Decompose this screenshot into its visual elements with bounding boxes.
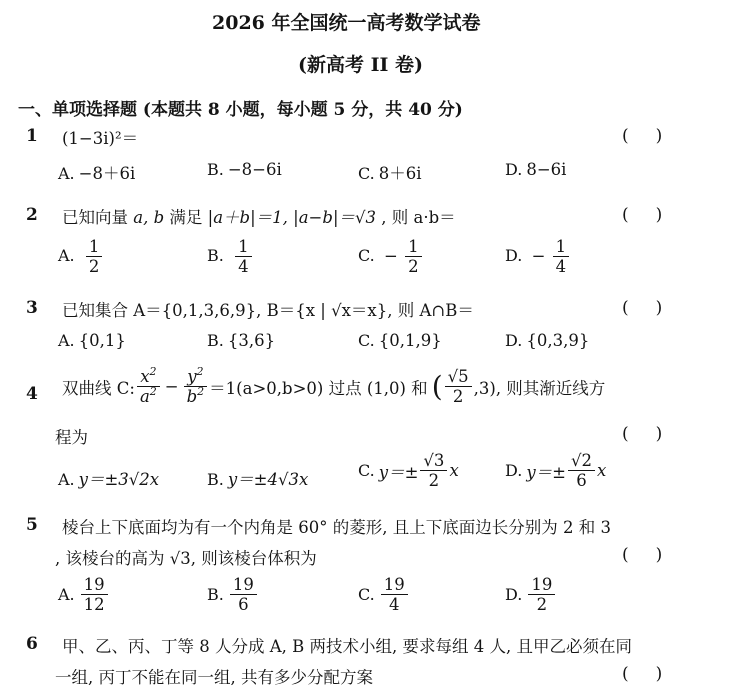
numerator: 19 <box>81 576 108 595</box>
stem-prefix: 双曲线 C: <box>62 378 135 398</box>
option-a[interactable] <box>58 331 126 350</box>
stem-tail: ,3), 则其渐近线方 <box>473 378 606 398</box>
numerator: 1 <box>553 238 570 257</box>
option-letter: B. <box>207 585 224 605</box>
option-letter: C. <box>358 461 375 481</box>
question-stem-line2: 程为 <box>55 428 88 447</box>
denominator: 6 <box>576 471 587 491</box>
option-letter: C. <box>358 331 375 350</box>
option-text: y＝±3√2x <box>78 470 160 489</box>
minus-sign: − <box>164 377 179 397</box>
numerator: √2 <box>568 452 595 471</box>
numerator: 19 <box>230 576 257 595</box>
denominator: 2 <box>428 471 440 491</box>
numerator: 1 <box>86 238 103 257</box>
answer-blank[interactable]: ( ) <box>622 545 663 565</box>
question-stem <box>62 204 456 228</box>
option-letter: D. <box>505 246 523 266</box>
page-subtitle: (新高考 II 卷) <box>298 54 423 76</box>
option-sign: − <box>384 246 398 266</box>
option-sign: − <box>531 246 546 266</box>
answer-blank[interactable]: ( ) <box>622 424 663 444</box>
question-number: 6 <box>26 634 38 654</box>
open-paren: ( <box>431 370 443 404</box>
option-text: 8−6i <box>526 160 567 179</box>
option-letter: B. <box>207 470 224 489</box>
option-post: x <box>449 461 459 481</box>
option-a[interactable] <box>58 160 135 184</box>
option-text: −8−6i <box>227 160 282 179</box>
option-text: {0,1,9} <box>378 331 442 350</box>
denominator: 6 <box>238 595 249 615</box>
option-a[interactable] <box>58 576 110 614</box>
fraction <box>235 238 252 276</box>
option-d[interactable] <box>505 238 571 276</box>
option-d[interactable] <box>505 331 589 350</box>
question-stem: (1−3i)²＝ <box>62 129 139 148</box>
option-letter: C. <box>358 164 375 183</box>
fraction <box>420 452 447 490</box>
fraction <box>230 576 257 614</box>
stem-prefix: 已知向量 <box>62 208 128 227</box>
option-letter: C. <box>358 585 375 605</box>
question-stem-line2: 一组, 丙丁不能在同一组, 共有多少分配方案 <box>55 668 373 687</box>
option-letter: A. <box>58 246 75 266</box>
option-d[interactable] <box>505 576 557 614</box>
question-number: 3 <box>26 298 38 318</box>
denominator: 2 <box>408 257 419 277</box>
numerator: √3 <box>420 452 447 471</box>
option-c[interactable] <box>358 452 459 490</box>
fraction-x2-a2: $\frac{x^2}{a^2}$ <box>137 368 160 406</box>
option-letter: D. <box>505 461 523 481</box>
stem-condition-2: |a−b|＝√3 <box>293 208 377 227</box>
question-stem <box>62 365 606 407</box>
option-letter: A. <box>58 470 75 489</box>
question-stem: 甲、乙、丙、丁等 8 人分成 A, B 两技术小组, 要求每组 4 人, 且甲乙必须在同 <box>62 637 632 656</box>
option-c[interactable] <box>358 576 410 614</box>
answer-blank[interactable]: ( ) <box>622 205 663 225</box>
option-b[interactable] <box>207 238 254 276</box>
fraction <box>405 238 422 276</box>
option-letter: A. <box>58 331 75 350</box>
denominator: 2 <box>452 387 464 407</box>
option-letter: A. <box>58 585 75 605</box>
option-text: −8＋6i <box>78 164 136 183</box>
stem-mid: 满足 <box>169 208 203 227</box>
option-c[interactable] <box>358 238 424 276</box>
question-number: 1 <box>26 126 38 146</box>
option-text: y＝±4√3x <box>227 470 309 489</box>
fraction <box>381 576 408 614</box>
question-stem: 已知集合 A＝{0,1,3,6,9}, B＝{x | √x＝x}, 则 A∩B＝ <box>62 301 474 320</box>
denominator: 12 <box>83 595 105 615</box>
option-c[interactable] <box>358 331 442 350</box>
option-b[interactable] <box>207 160 282 179</box>
question-number: 4 <box>26 384 38 404</box>
page-title: 2026 年全国统一高考数学试卷 <box>212 12 481 34</box>
fraction <box>81 576 108 614</box>
option-d[interactable] <box>505 160 566 179</box>
stem-equation: ＝1(a>0,b>0) 过点 (1,0) 和 <box>209 378 428 398</box>
option-a[interactable] <box>58 238 104 276</box>
option-text: 8＋6i <box>378 164 422 183</box>
option-c[interactable] <box>358 160 422 184</box>
answer-blank[interactable]: ( ) <box>622 664 663 684</box>
option-letter: D. <box>505 585 523 605</box>
option-letter: C. <box>358 246 375 266</box>
question-number: 5 <box>26 515 38 535</box>
option-a[interactable] <box>58 466 159 490</box>
denominator: 2 <box>88 257 100 277</box>
stem-end: , 则 a·b＝ <box>381 208 456 227</box>
question-stem: 棱台上下底面均为有一个内角是 60° 的菱形, 且上下底面边长分别为 2 和 3 <box>62 518 611 537</box>
option-b[interactable] <box>207 331 275 350</box>
option-letter: A. <box>58 164 75 183</box>
option-letter: B. <box>207 331 224 350</box>
section-heading: 一、单项选择题 (本题共 8 小题，每小题 5 分，共 40 分) <box>18 100 463 120</box>
point-fraction <box>445 368 472 406</box>
fraction <box>528 576 555 614</box>
question-stem-line2: , 该棱台的高为 √3, 则该棱台体积为 <box>55 549 317 568</box>
option-pre: y＝± <box>378 462 419 482</box>
option-b[interactable] <box>207 466 308 490</box>
option-text: {3,6} <box>227 331 276 350</box>
fraction <box>553 238 570 276</box>
denominator: 4 <box>238 257 249 277</box>
option-letter: D. <box>505 331 523 350</box>
denominator: 2 <box>536 595 548 615</box>
denominator: 4 <box>555 257 567 277</box>
option-pre: y＝± <box>526 462 566 482</box>
option-d[interactable] <box>505 452 606 490</box>
fraction <box>86 238 103 276</box>
option-text: {0,1} <box>78 331 126 350</box>
fraction-y2-b2: $\frac{y^2}{b^2}$ <box>184 368 208 406</box>
numerator: √5 <box>445 368 472 387</box>
question-number: 2 <box>26 205 38 225</box>
numerator: 1 <box>235 238 252 257</box>
numerator: 19 <box>381 576 408 595</box>
fraction <box>568 452 595 490</box>
option-b[interactable] <box>207 576 259 614</box>
denominator: 4 <box>389 595 400 615</box>
option-post: x <box>597 461 607 481</box>
stem-condition-1: |a＋b|＝1, <box>207 208 288 227</box>
answer-blank[interactable]: ( ) <box>622 126 663 146</box>
stem-vectors: a, b <box>133 208 165 227</box>
numerator: 19 <box>528 576 555 595</box>
numerator: 1 <box>405 238 422 257</box>
option-letter: B. <box>207 246 224 266</box>
option-letter: D. <box>505 160 523 179</box>
answer-blank[interactable]: ( ) <box>622 298 663 318</box>
option-letter: B. <box>207 160 224 179</box>
option-text: {0,3,9} <box>526 331 590 350</box>
